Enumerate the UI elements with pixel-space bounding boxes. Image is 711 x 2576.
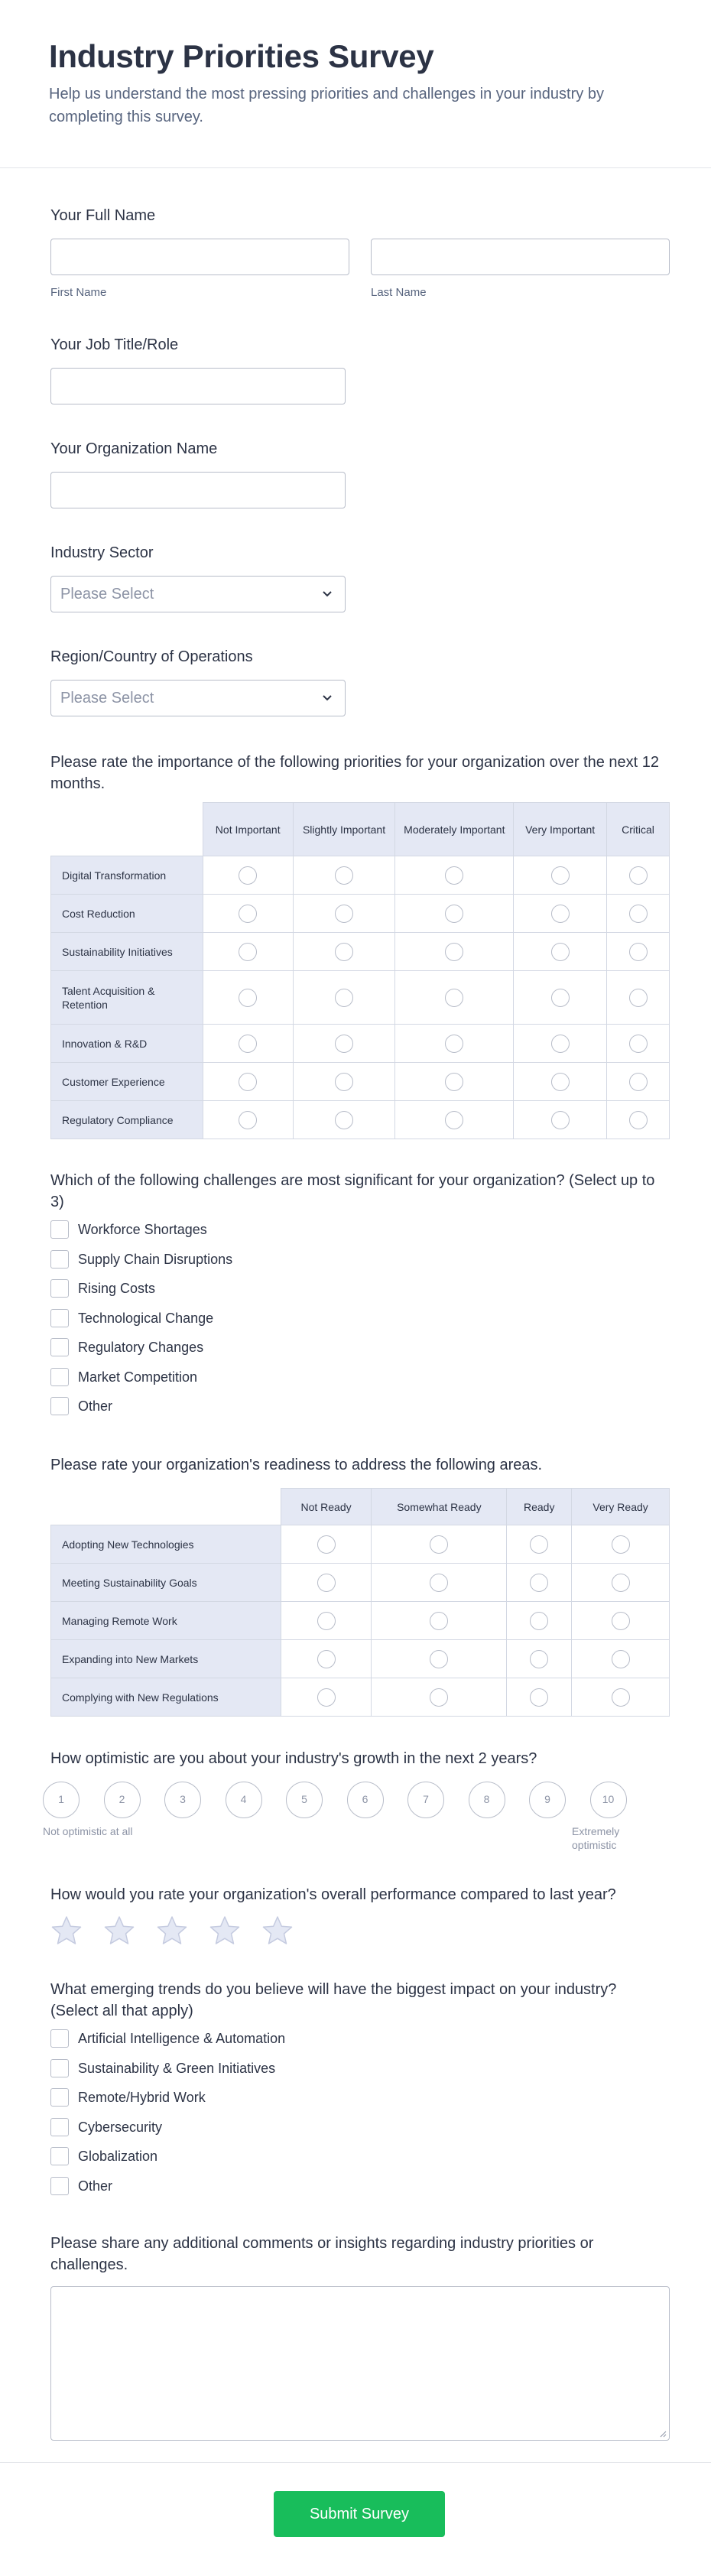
scale-option[interactable]: 10 [590,1782,627,1818]
matrix-radio[interactable] [335,905,353,923]
matrix-cell [372,1525,507,1564]
matrix-cell [372,1640,507,1678]
page-title: Industry Priorities Survey [49,38,434,74]
matrix-radio[interactable] [629,1111,648,1129]
readiness-label: Please rate your organization's readiness to address the following areas. [50,1457,543,1473]
checkbox[interactable] [50,2088,69,2107]
matrix-cell [281,1678,372,1717]
checkbox-label: Other [78,1398,113,1414]
matrix-radio[interactable] [530,1650,548,1668]
performance-label: How would you rate your organization's overall performance compared to last year? [50,1886,616,1903]
comments-section [50,2233,670,2447]
matrix-radio[interactable] [551,905,570,923]
org-name-label: Your Organization Name [50,440,218,457]
matrix-radio[interactable] [335,989,353,1007]
matrix-radio[interactable] [612,1650,630,1668]
challenges-label: Which of the following challenges are most significant for your organization? (Select up to 3) [50,1172,655,1210]
chevron-down-icon [320,691,334,705]
matrix-radio[interactable] [612,1574,630,1592]
matrix-radio[interactable] [629,1073,648,1091]
matrix-radio[interactable] [239,943,257,961]
org-name-section [50,438,670,515]
matrix-radio[interactable] [551,943,570,961]
matrix-cell [572,1602,670,1640]
matrix-row [51,895,670,933]
matrix-cell [572,1678,670,1717]
checkbox[interactable] [50,2059,69,2077]
resize-handle-icon[interactable] [659,2430,667,2438]
scale-option[interactable]: 6 [347,1782,384,1818]
matrix-radio[interactable] [430,1688,448,1707]
footer-divider [0,2462,711,2463]
scale-option[interactable]: 2 [104,1782,141,1818]
matrix-cell [281,1602,372,1640]
matrix-row-label: Digital Transformation [51,856,203,895]
matrix-radio[interactable] [612,1535,630,1554]
matrix-radio[interactable] [445,989,463,1007]
matrix-radio[interactable] [629,1035,648,1053]
submit-button[interactable]: Submit Survey [274,2491,445,2537]
last-name-sublabel: Last Name [371,286,427,299]
job-title-section [50,334,670,411]
checkbox[interactable] [50,2029,69,2048]
column-header: Moderately Important [395,803,514,856]
matrix-radio[interactable] [239,866,257,885]
checkbox[interactable] [50,1250,69,1269]
matrix-radio[interactable] [317,1688,336,1707]
matrix-corner [51,803,203,856]
matrix-cell [372,1564,507,1602]
scale-low-note: Not optimistic at all [43,1825,133,1837]
industry-placeholder: Please Select [60,586,154,603]
matrix-radio[interactable] [551,1073,570,1091]
checkbox-label: Remote/Hybrid Work [78,2090,206,2105]
checkbox[interactable] [50,2147,69,2165]
matrix-row [51,1678,670,1717]
matrix-cell [514,933,607,971]
matrix-radio[interactable] [445,943,463,961]
matrix-radio[interactable] [317,1612,336,1630]
matrix-row [51,1564,670,1602]
checkbox[interactable] [50,1368,69,1386]
scale-option[interactable]: 7 [407,1782,444,1818]
matrix-row-label: Innovation & R&D [51,1025,203,1063]
matrix-cell [281,1640,372,1678]
column-header: Ready [507,1489,572,1525]
matrix-row-label: Adopting New Technologies [51,1525,281,1564]
matrix-cell [395,895,514,933]
matrix-cell [203,1025,293,1063]
matrix-radio[interactable] [335,866,353,885]
checkbox-label: Workforce Shortages [78,1222,207,1237]
matrix-radio[interactable] [629,905,648,923]
matrix-cell [293,895,395,933]
matrix-radio[interactable] [317,1574,336,1592]
first-name-sublabel: First Name [50,286,107,299]
matrix-cell [607,933,670,971]
matrix-radio[interactable] [445,1073,463,1091]
matrix-cell [293,1101,395,1139]
matrix-radio[interactable] [430,1574,448,1592]
matrix-row [51,1101,670,1139]
matrix-cell [293,933,395,971]
matrix-cell [395,1025,514,1063]
column-header: Slightly Important [293,803,395,856]
matrix-row [51,1640,670,1678]
matrix-radio[interactable] [629,866,648,885]
matrix-cell [607,1063,670,1101]
job-title-input[interactable] [50,368,346,404]
matrix-row [51,1025,670,1063]
matrix-cell [514,895,607,933]
matrix-cell [514,856,607,895]
checkbox-label: Rising Costs [78,1281,156,1296]
trends-section [50,1979,670,2208]
matrix-cell [507,1525,572,1564]
matrix-cell [293,971,395,1025]
matrix-header-row [51,1489,670,1525]
matrix-cell [395,856,514,895]
matrix-radio[interactable] [612,1612,630,1630]
matrix-radio[interactable] [445,905,463,923]
matrix-radio[interactable] [551,1035,570,1053]
matrix-row [51,1525,670,1564]
column-header: Very Important [514,803,607,856]
matrix-radio[interactable] [430,1650,448,1668]
matrix-radio[interactable] [317,1650,336,1668]
readiness-matrix [50,1488,670,1717]
matrix-cell [203,971,293,1025]
matrix-radio[interactable] [629,989,648,1007]
matrix-cell [372,1678,507,1717]
job-title-label: Your Job Title/Role [50,336,179,353]
matrix-cell [607,1025,670,1063]
priorities-section [50,752,670,1134]
matrix-radio[interactable] [239,1073,257,1091]
column-header: Not Ready [281,1489,372,1525]
trends-label: What emerging trends do you believe will have the biggest impact on your industry? (Select all that apply) [50,1981,617,2019]
full-name-section [50,205,670,304]
column-header: Not Important [203,803,293,856]
column-header: Somewhat Ready [372,1489,507,1525]
checkbox[interactable] [50,1338,69,1356]
matrix-radio[interactable] [335,1073,353,1091]
matrix-row-label: Cost Reduction [51,895,203,933]
scale-high-note: Extremely optimistic [572,1825,620,1851]
matrix-cell [203,1063,293,1101]
matrix-corner [51,1489,281,1525]
performance-section [50,1884,670,1953]
matrix-cell [507,1640,572,1678]
matrix-row-label: Regulatory Compliance [51,1101,203,1139]
matrix-cell [607,856,670,895]
matrix-cell [572,1564,670,1602]
matrix-cell [293,856,395,895]
checkbox[interactable] [50,1220,69,1239]
chevron-down-icon [320,587,334,601]
matrix-row-label: Sustainability Initiatives [51,933,203,971]
matrix-radio[interactable] [530,1612,548,1630]
matrix-radio[interactable] [335,1035,353,1053]
matrix-radio[interactable] [445,1035,463,1053]
matrix-cell [507,1678,572,1717]
matrix-cell [293,1025,395,1063]
matrix-row-label: Talent Acquisition & Retention [51,971,203,1025]
matrix-row [51,971,670,1025]
matrix-cell [607,895,670,933]
matrix-cell [514,1101,607,1139]
star-icon[interactable] [50,1915,83,1947]
matrix-row [51,1063,670,1101]
page-subtitle: Help us understand the most pressing priorities and challenges in your industry by completing this survey. [49,86,604,125]
matrix-cell [203,1101,293,1139]
industry-section [50,542,670,619]
form-header [0,0,711,168]
industry-label: Industry Sector [50,544,154,561]
checkbox[interactable] [50,1309,69,1327]
column-header: Very Ready [572,1489,670,1525]
scale-option[interactable]: 5 [286,1782,323,1818]
matrix-row [51,1602,670,1640]
star-icon[interactable] [261,1915,294,1947]
matrix-radio[interactable] [612,1688,630,1707]
column-header: Critical [607,803,670,856]
matrix-radio[interactable] [530,1574,548,1592]
checkbox[interactable] [50,2118,69,2136]
matrix-cell [203,933,293,971]
matrix-row [51,933,670,971]
matrix-row-label: Customer Experience [51,1063,203,1101]
checkbox[interactable] [50,1397,69,1415]
matrix-radio[interactable] [551,989,570,1007]
checkbox-label: Other [78,2178,113,2194]
scale-option[interactable]: 8 [469,1782,505,1818]
industry-select[interactable] [50,576,346,612]
scale-option[interactable]: 3 [164,1782,201,1818]
matrix-cell [514,1063,607,1101]
matrix-radio[interactable] [551,1111,570,1129]
priorities-matrix [50,802,670,1139]
matrix-radio[interactable] [239,1111,257,1129]
optimism-label: How optimistic are you about your industry's growth in the next 2 years? [50,1750,537,1767]
checkbox-label: Market Competition [78,1369,198,1385]
matrix-radio[interactable] [530,1535,548,1554]
star-icon[interactable] [209,1915,241,1947]
matrix-row-label: Expanding into New Markets [51,1640,281,1678]
checkbox-label: Supply Chain Disruptions [78,1251,233,1267]
matrix-cell [203,895,293,933]
matrix-cell [395,971,514,1025]
checkbox-label: Technological Change [78,1310,214,1326]
matrix-cell [607,971,670,1025]
checkbox[interactable] [50,1279,69,1298]
matrix-header-row [51,803,670,856]
checkbox-label: Regulatory Changes [78,1340,204,1355]
matrix-row-label: Meeting Sustainability Goals [51,1564,281,1602]
matrix-radio[interactable] [317,1535,336,1554]
matrix-cell [507,1602,572,1640]
matrix-cell [572,1525,670,1564]
matrix-cell [293,1063,395,1101]
matrix-radio[interactable] [239,905,257,923]
full-name-label: Your Full Name [50,207,156,224]
first-name-input[interactable] [50,239,349,275]
challenges-section [50,1170,670,1422]
checkbox-label: Globalization [78,2149,158,2164]
checkbox[interactable] [50,2177,69,2195]
matrix-row-label: Complying with New Regulations [51,1678,281,1717]
matrix-cell [395,1101,514,1139]
matrix-cell [395,933,514,971]
region-select[interactable] [50,680,346,716]
region-label: Region/Country of Operations [50,648,253,665]
comments-label: Please share any additional comments or insights regarding industry priorities or challenges. [50,2235,594,2273]
matrix-cell [281,1525,372,1564]
star-icon[interactable] [156,1915,188,1947]
matrix-radio[interactable] [551,866,570,885]
matrix-radio[interactable] [430,1535,448,1554]
matrix-radio[interactable] [335,943,353,961]
matrix-radio[interactable] [430,1612,448,1630]
matrix-radio[interactable] [239,1035,257,1053]
checkbox-label: Cybersecurity [78,2119,163,2135]
comments-textarea[interactable] [50,2286,670,2441]
checkbox-label: Artificial Intelligence & Automation [78,2031,286,2046]
matrix-cell [395,1063,514,1101]
matrix-row [51,856,670,895]
scale-option[interactable]: 4 [226,1782,262,1818]
checkbox-label: Sustainability & Green Initiatives [78,2060,276,2076]
scale-option[interactable]: 1 [43,1782,80,1818]
matrix-radio[interactable] [530,1688,548,1707]
optimism-scale [0,1782,711,1858]
matrix-radio[interactable] [445,866,463,885]
matrix-cell [514,1025,607,1063]
last-name-input[interactable] [371,239,670,275]
star-rating [50,1915,356,1953]
matrix-radio[interactable] [629,943,648,961]
matrix-row-label: Managing Remote Work [51,1602,281,1640]
matrix-cell [281,1564,372,1602]
matrix-cell [607,1101,670,1139]
matrix-radio[interactable] [445,1111,463,1129]
matrix-cell [514,971,607,1025]
matrix-cell [572,1640,670,1678]
matrix-cell [507,1564,572,1602]
priorities-label: Please rate the importance of the following priorities for your organization over the next 12 months. [50,754,659,792]
region-placeholder: Please Select [60,690,154,707]
matrix-radio[interactable] [335,1111,353,1129]
org-name-input[interactable] [50,472,346,508]
matrix-radio[interactable] [239,989,257,1007]
matrix-cell [372,1602,507,1640]
matrix-cell [203,856,293,895]
region-section [50,646,670,723]
readiness-section [50,1454,670,1730]
star-icon[interactable] [103,1915,135,1947]
scale-option[interactable]: 9 [529,1782,566,1818]
